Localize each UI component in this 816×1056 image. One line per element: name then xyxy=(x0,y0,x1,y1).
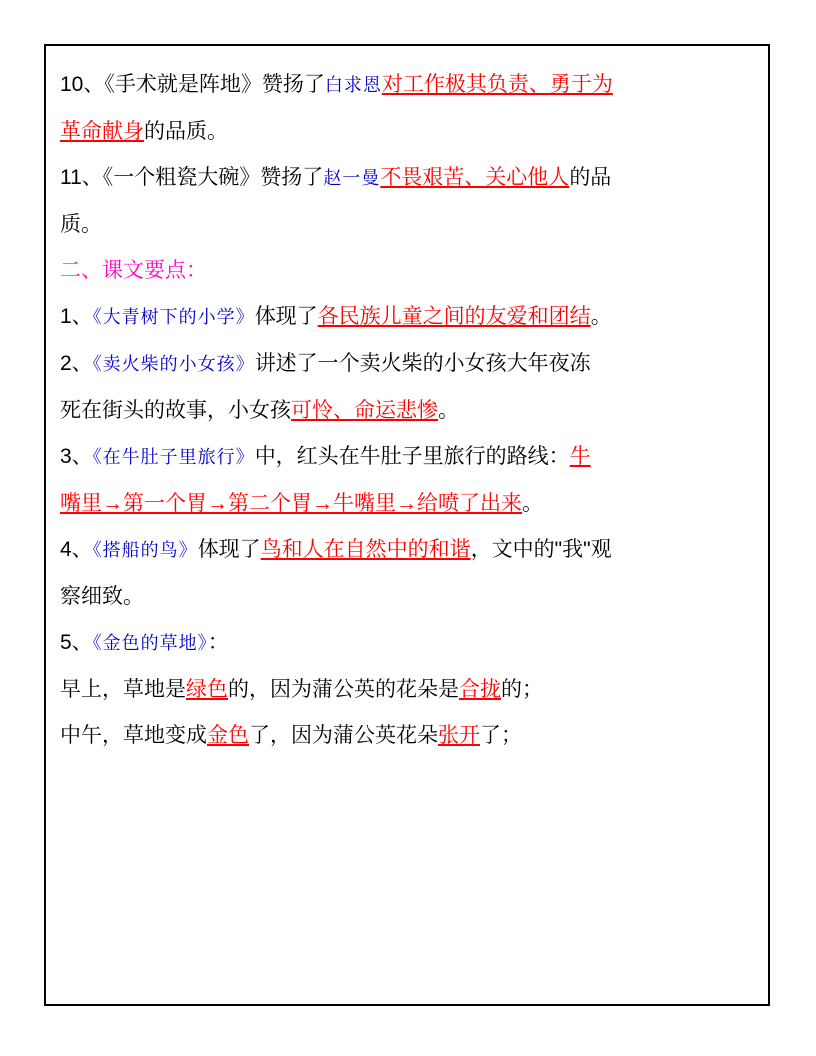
text-line xyxy=(60,481,756,527)
line-segment: 1、 xyxy=(60,305,93,328)
line-segment-booktitle: 《搭船的鸟》 xyxy=(92,540,198,561)
document-content xyxy=(46,46,768,759)
line-segment: 的品质。 xyxy=(144,120,228,143)
line-segment-highlight: 鸟和人在自然中的和谐 xyxy=(260,538,471,561)
section-heading-label: 二、课文要点： xyxy=(60,259,207,282)
line-segment-highlight: 合拢 xyxy=(459,678,501,701)
line-segment: 3、 xyxy=(60,445,93,468)
line-segment-booktitle: 《在牛肚子里旅行》 xyxy=(92,447,255,468)
line-segment-booktitle: 《金色的草地》 xyxy=(92,633,208,654)
line-segment: 了，因为蒲公英花朵 xyxy=(249,724,438,747)
line-segment: 的； xyxy=(501,678,543,701)
line-segment-highlight: 各民族儿童之间的友爱和团结 xyxy=(317,305,591,328)
line-segment-highlight: 牛 xyxy=(569,445,591,468)
line-segment: 体现了 xyxy=(254,305,318,328)
section-heading xyxy=(60,248,756,294)
line-segment: 。 xyxy=(590,305,612,328)
line-segment: 早上，草地是 xyxy=(60,678,186,701)
line-segment: 察细致。 xyxy=(60,585,144,608)
line-segment: 2、 xyxy=(60,352,93,375)
line-segment: 。 xyxy=(522,492,543,515)
line-segment: ： xyxy=(207,631,229,654)
line-segment: ，文中的"我"观 xyxy=(470,538,612,561)
line-segment: 10、《手术就是阵地》赞扬了 xyxy=(60,73,325,96)
text-line xyxy=(60,294,756,341)
line-segment: 讲述了一个卖火柴的小女孩大年夜冻 xyxy=(254,352,591,375)
text-line xyxy=(60,667,756,713)
text-line xyxy=(60,527,756,574)
line-segment: 4、 xyxy=(60,538,93,561)
line-segment-highlight: 革命献身 xyxy=(60,120,144,143)
line-segment: 的，因为蒲公英的花朵是 xyxy=(228,678,459,701)
line-segment: 中，红头在牛肚子里旅行的路线： xyxy=(254,445,570,468)
line-segment-booktitle: 《大青树下的小学》 xyxy=(92,307,255,328)
text-line xyxy=(60,434,756,481)
line-segment-highlight: 不畏艰苦、关心他人 xyxy=(380,166,570,189)
text-line xyxy=(60,341,756,388)
line-segment-name: 赵一曼 xyxy=(323,168,381,189)
line-segment-highlight: 金色 xyxy=(207,724,249,747)
line-segment: 死在街头的故事，小女孩 xyxy=(60,399,291,422)
document-page xyxy=(44,44,770,1006)
line-segment: 5、 xyxy=(60,631,93,654)
line-segment-highlight: 绿色 xyxy=(186,678,228,701)
line-segment: 中午，草地变成 xyxy=(60,724,207,747)
line-segment: 。 xyxy=(438,399,459,422)
line-segment-name: 白求恩 xyxy=(324,75,382,96)
line-segment-booktitle: 《卖火柴的小女孩》 xyxy=(92,354,255,375)
line-segment: 体现了 xyxy=(197,538,261,561)
line-segment: 质。 xyxy=(60,213,102,236)
line-segment-highlight: 张开 xyxy=(438,724,480,747)
text-line xyxy=(60,713,756,759)
line-segment-highlight: 可怜、命运悲惨 xyxy=(291,399,438,422)
text-line xyxy=(60,388,756,434)
line-segment: 了； xyxy=(480,724,522,747)
text-line xyxy=(60,202,756,248)
text-line xyxy=(60,109,756,155)
line-segment-highlight: 嘴里→第一个胃→第二个胃→牛嘴里→给喷了出来 xyxy=(60,492,522,515)
line-segment-highlight: 对工作极其负责、勇于为 xyxy=(381,73,613,96)
line-segment: 的品 xyxy=(569,166,612,189)
text-line xyxy=(60,155,756,202)
text-line xyxy=(60,574,756,620)
line-segment: 11、《一个粗瓷大碗》赞扬了 xyxy=(60,166,324,189)
text-line xyxy=(60,62,756,109)
text-line xyxy=(60,620,756,667)
